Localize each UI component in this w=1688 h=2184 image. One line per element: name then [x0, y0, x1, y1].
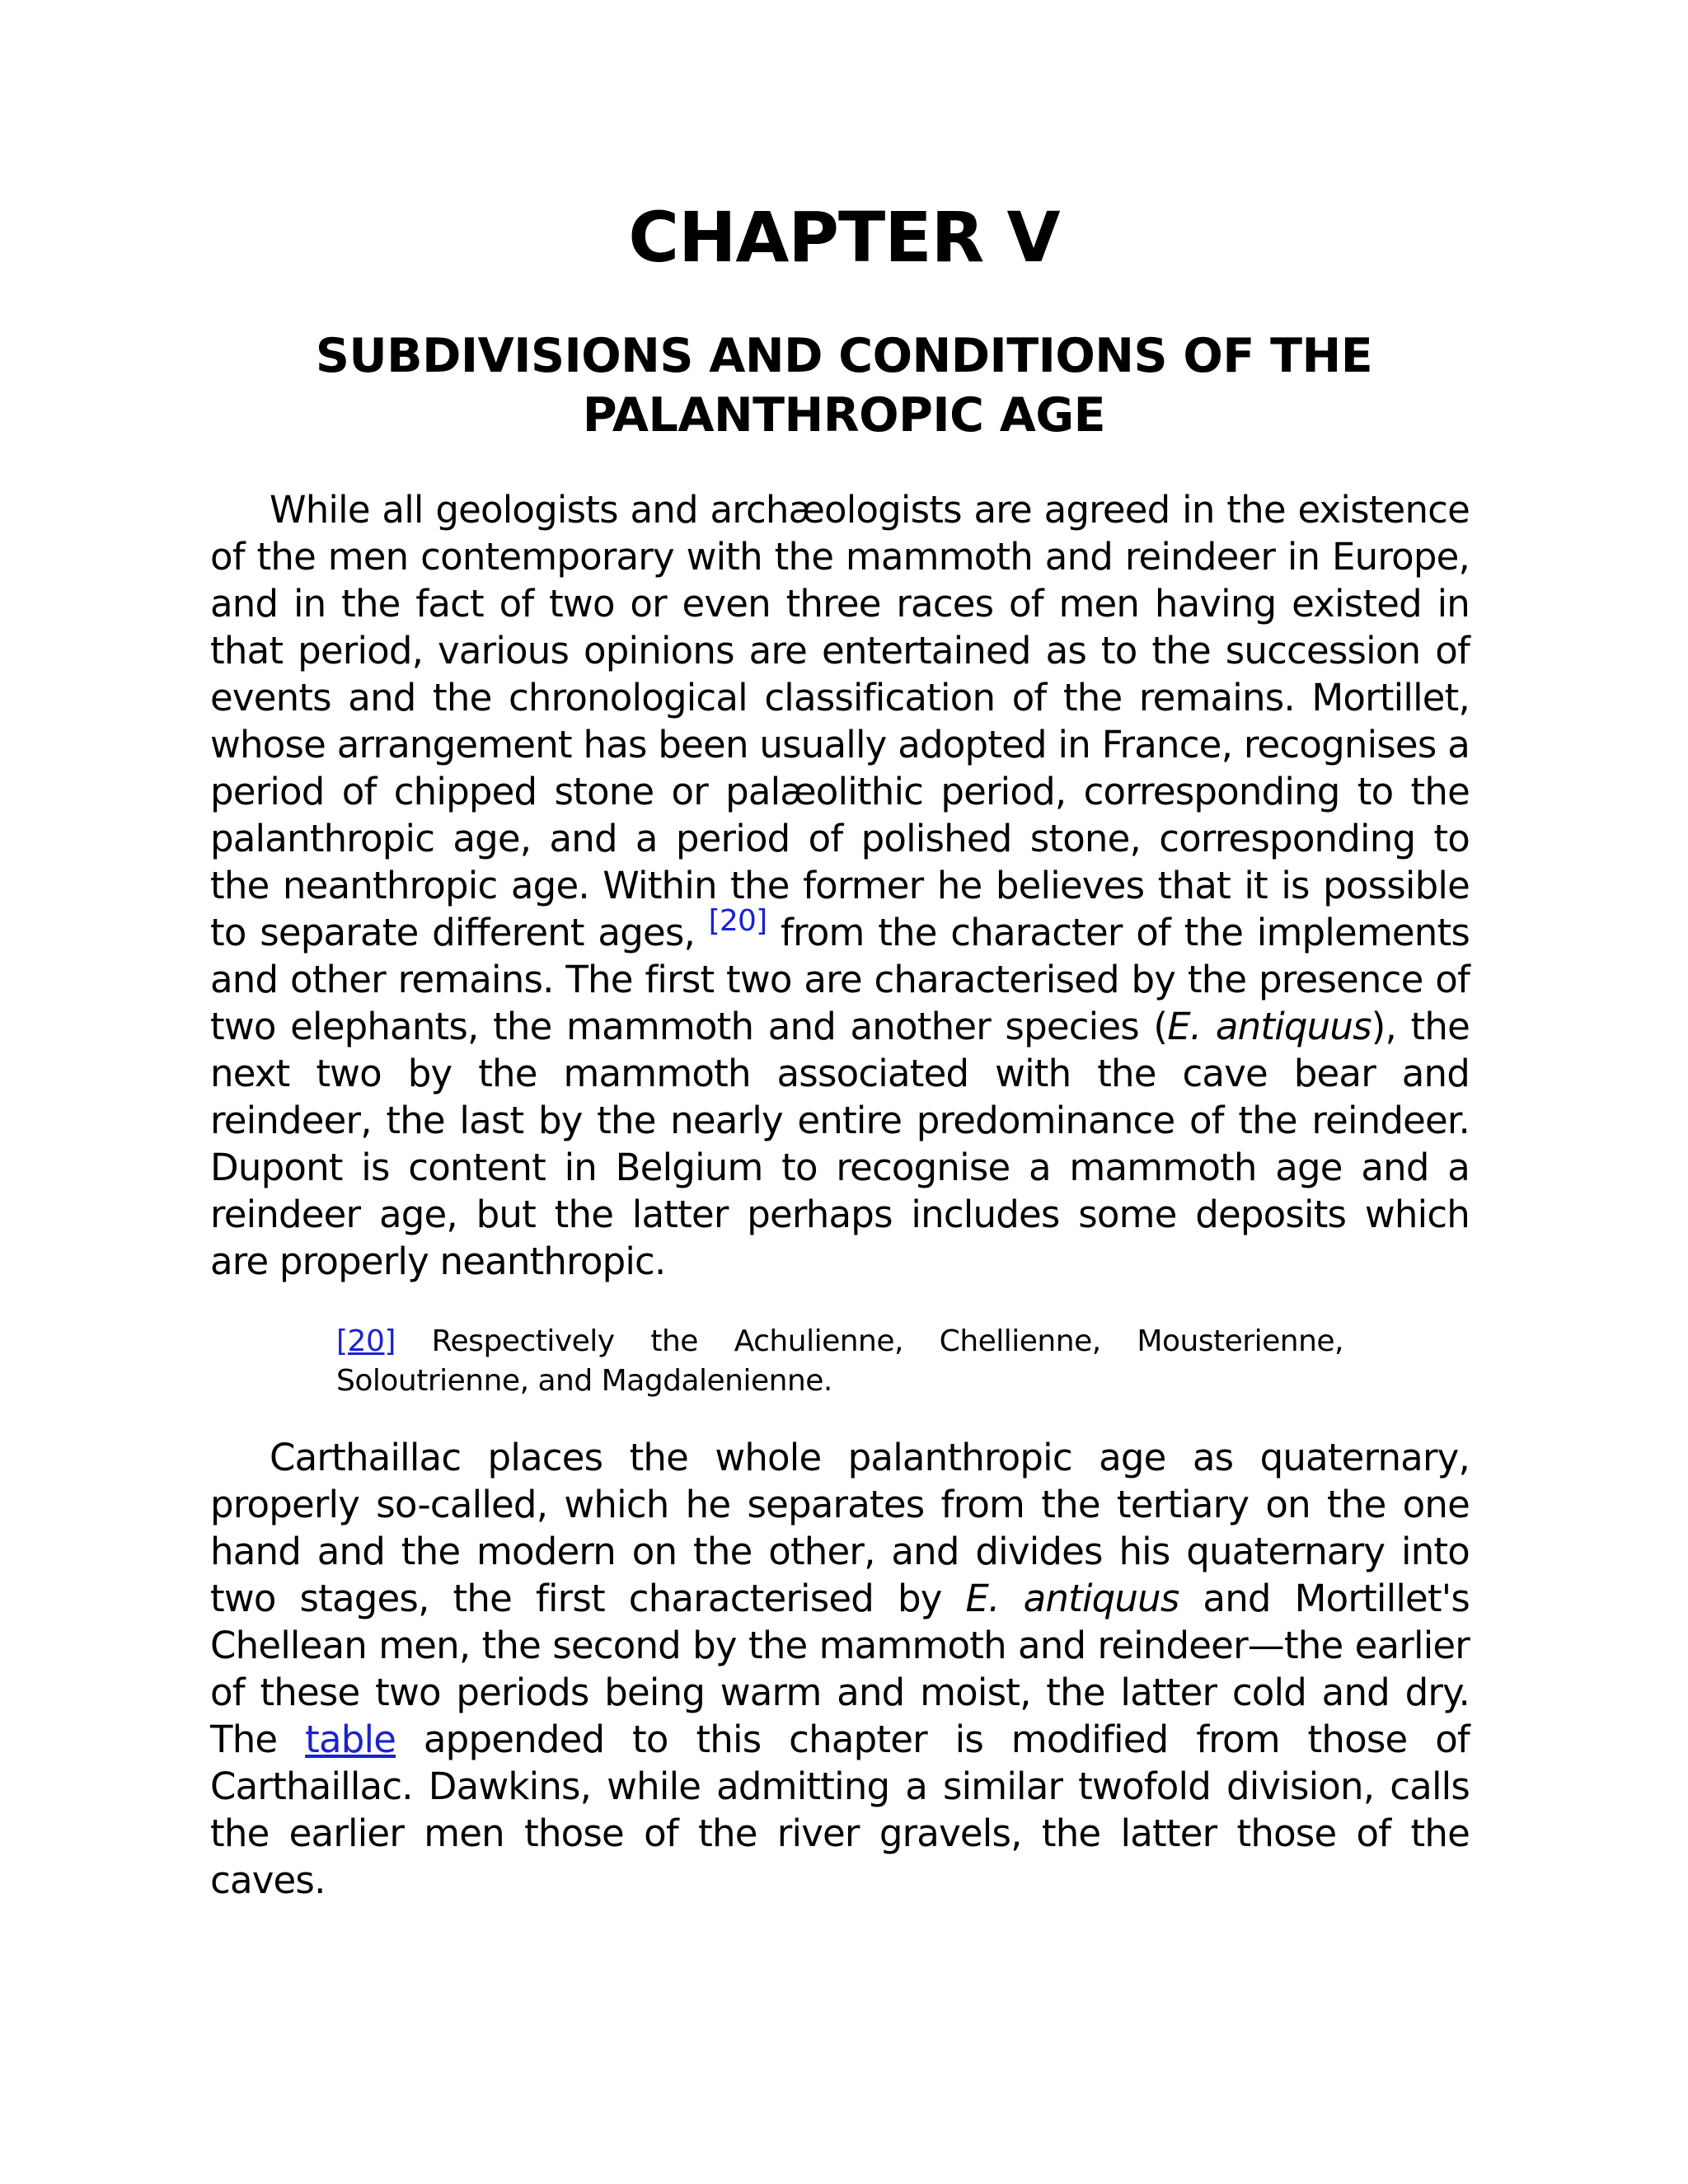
paragraph-text: and Mortillet's Chellean men, the second by the mammoth and reindeer—the earlier of these two periods being warm and moist, the latter cold and dry. The	[210, 1577, 1470, 1761]
paragraph-carthaillac	[210, 1434, 1470, 1904]
chapter-subtitle: SUBDIVISIONS AND CONDITIONS OF THE PALANTHROPIC AGE	[315, 329, 1373, 443]
chapter-title: CHAPTER V	[628, 197, 1060, 278]
species-name: E. antiquus	[965, 1577, 1179, 1620]
species-name: E. antiquus	[1167, 1005, 1372, 1048]
paragraph-text: While all geologists and archæologists are agreed in the existence of the men contemporary with the mammoth and reindeer in Europe, and in the fact of two or even three races of men having existed in that period, various opinions are entertained as to the succession of events and the chronological classification of the remains. Mortillet, whose arrangement has been usually adopted in France, recognises a period of chipped stone or palæolithic period, corresponding to the palanthropic age, and a period of polished stone, corresponding to the neanthropic age. Within the former he believes that it is possible to separate different ages,	[210, 488, 1470, 954]
footnote-reference-link[interactable]: [20]	[708, 904, 767, 938]
paragraph-text: appended to this chapter is modified from those of Carthaillac. Dawkins, while admitting a similar twofold division, calls the earlier men those of the river gravels, the latter those of the caves.	[210, 1718, 1470, 1902]
footnote	[336, 1322, 1343, 1401]
footnote-text: Respectively the Achulienne, Chellienne, Mousterienne, Soloutrienne, and Magdalenienne.	[336, 1324, 1343, 1398]
paragraph-text: Carthaillac places the whole palanthropic age as quaternary, properly so-called, which he separates from the tertiary on the one hand and the modern on the other, and divides his quaternary into two stages, the first characterised by	[210, 1436, 1470, 1620]
paragraph-text: from the character of the implements and other remains. The first two are characterised by the presence of two elephants, the mammoth and another species (	[210, 911, 1470, 1048]
paragraph-text: ), the next two by the mammoth associated with the cave bear and reindeer, the last by the nearly entire predominance of the reindeer. Dupont is content in Belgium to recognise a mammoth age and a reindeer age, but the latter perhaps includes some deposits which are properly neanthropic.	[210, 1005, 1470, 1283]
table-link[interactable]: table	[305, 1718, 396, 1761]
footnote-back-link[interactable]: [20]	[336, 1324, 396, 1358]
paragraph-mortillet	[210, 486, 1470, 1285]
